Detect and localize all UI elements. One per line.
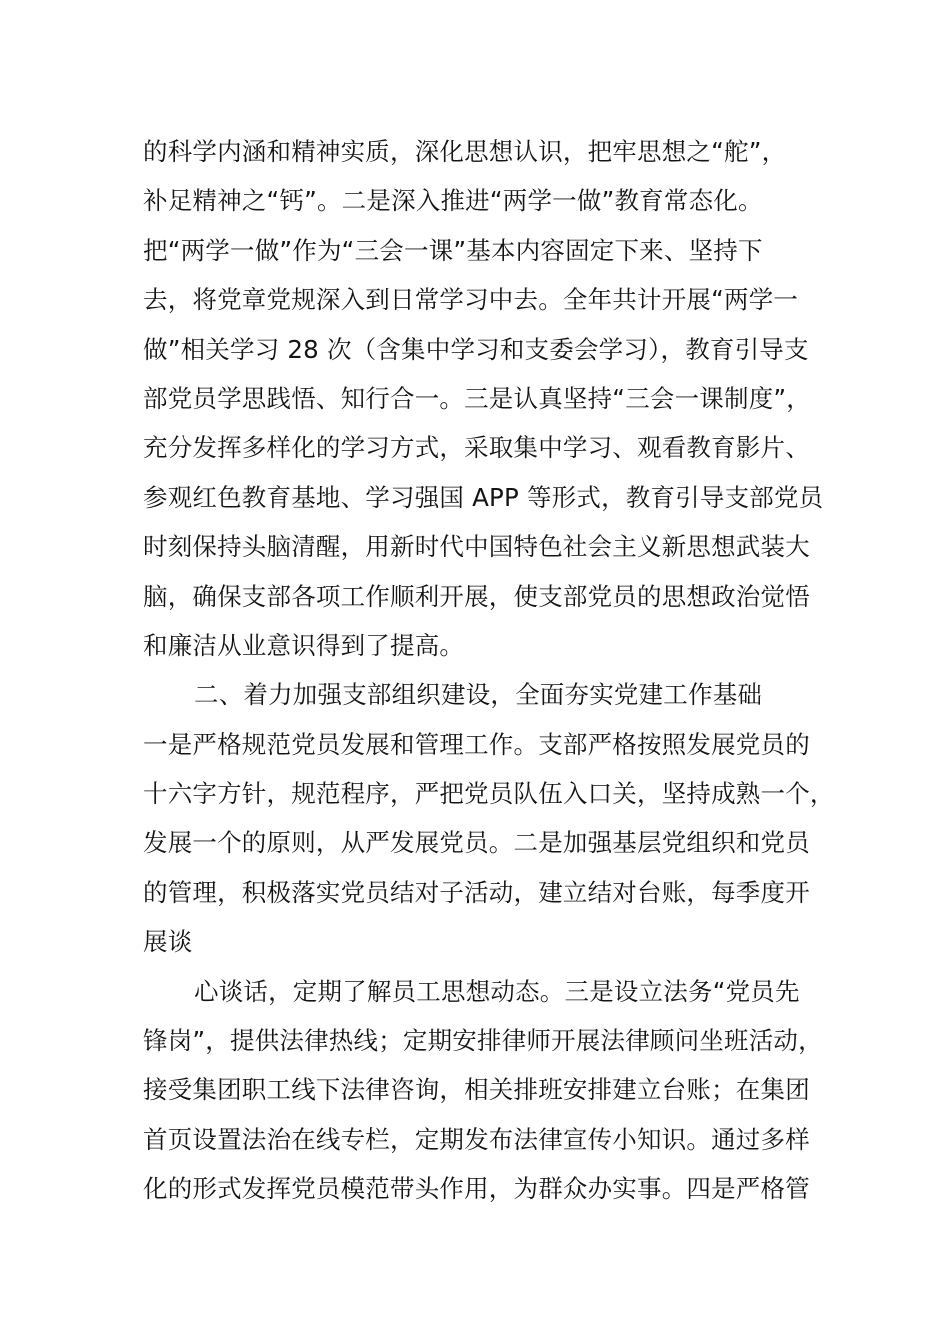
text-line: 锋岗”，提供法律热线；定期安排律师开展法律顾问坐班活动， [143, 1026, 823, 1056]
section-heading: 二、着力加强支部组织建设，全面夯实党建工作基础 [194, 680, 763, 710]
text-line: 的管理，积极落实党员结对子活动，建立结对台账，每季度开 [143, 877, 810, 907]
text-line: 参观红色教育基地、学习强国 APP 等形式，教育引导支部党员 [143, 482, 824, 512]
text-line: 的科学内涵和精神实质，深化思想认识，把牢思想之“舵”， [143, 137, 787, 166]
text-line: 时刻保持头脑清醒，用新时代中国特色社会主义新思想武装大 [143, 532, 810, 562]
text-line: 心谈话，定期了解员工思想动态。三是设立法务“党员先 [194, 976, 800, 1006]
text-line: 十六字方针，规范程序，严把党员队伍入口关，坚持成熟一个， [143, 779, 835, 809]
text-line: 把“两学一做”作为“三会一课”基本内容固定下来、坚持下 [143, 235, 763, 265]
text-line: 接受集团职工线下法律咨询，相关排班安排建立台账；在集团 [143, 1075, 810, 1105]
text-line: 化的形式发挥党员模范带头作用，为群众办实事。四是严格管 [143, 1174, 810, 1204]
text-line: 脑，确保支部各项工作顺利开展，使支部党员的思想政治觉悟 [143, 581, 810, 611]
document-body [143, 127, 835, 1214]
text-line: 和廉洁从业意识得到了提高。 [143, 630, 465, 660]
text-line: 去，将党章党规深入到日常学习中去。全年共计开展“两学一 [143, 285, 799, 315]
text-line: 补足精神之“钙”。二是深入推进“两学一做”教育常态化。 [143, 186, 763, 216]
text-line: 充分发挥多样化的学习方式，采取集中学习、观看教育影片、 [143, 433, 810, 463]
text-line: 部党员学思践悟、知行合一。三是认真坚持“三会一课制度”， [143, 383, 811, 413]
text-line: 做”相关学习 28 次（含集中学习和支委会学习），教育引导支 [143, 334, 809, 364]
text-line: 一是严格规范党员发展和管理工作。支部严格按照发展党员的 [143, 729, 810, 759]
text-line: 发展一个的原则，从严发展党员。二是加强基层党组织和党员 [143, 828, 810, 858]
text-line: 展谈 [143, 927, 193, 957]
text-line: 首页设置法治在线专栏，定期发布法律宣传小知识。通过多样 [143, 1124, 810, 1154]
